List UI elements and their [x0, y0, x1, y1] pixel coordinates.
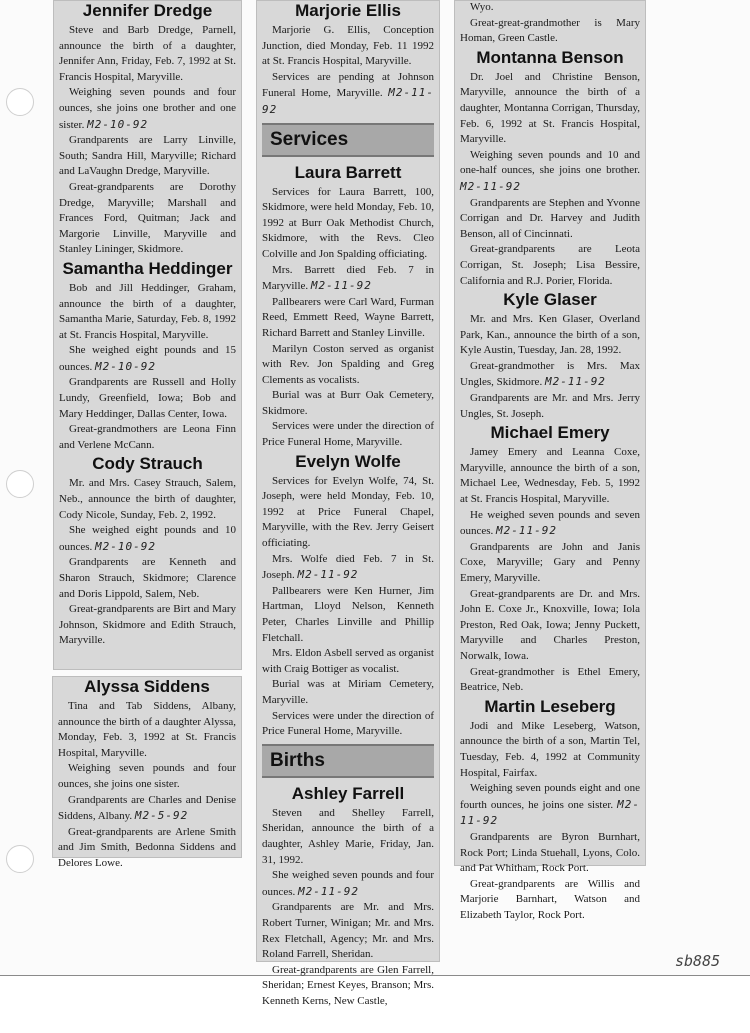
- article-paragraph: Mr. and Mrs. Ken Glaser, Overland Park, Kan., announce the birth of a son, Kyle Austin, Tuesday, Jan. 28, 1992.: [460, 313, 640, 357]
- article-paragraph: Steve and Barb Dredge, Parnell, announce the birth of a daughter, Jennifer Ann, Friday, Feb. 7, 1992 at St. Francis Hospital, Maryville.: [59, 24, 236, 83]
- article-michael-emery: [460, 423, 640, 696]
- article-paragraph: Great-grandparents are Leota Corrigan, St. Joseph; Lisa Bessire, California and R.J. Porier, Florida.: [460, 243, 640, 287]
- article-paragraph: Pallbearers were Carl Ward, Furman Reed, Emmett Reed, Wayne Barrett, Richard Barrett and Stanley Linville.: [262, 295, 434, 339]
- article-kyle-glaser: [460, 290, 640, 422]
- article-paragraph: Grandparents are Kenneth and Sharon Strauch, Skidmore; Clarence and Doris Lippold, Salem, Neb.: [59, 556, 236, 600]
- article-paragraph: Great-grandmothers are Leona Finn and Verlene McCann.: [59, 423, 236, 451]
- article-paragraph: Marjorie G. Ellis, Conception Junction, died Monday, Feb. 11 1992 at St. Francis Hospital, Maryville.: [262, 24, 434, 68]
- article-heading: Alyssa Siddens: [84, 677, 210, 696]
- article-heading: Kyle Glaser: [503, 290, 597, 310]
- article-paragraph: Weighing seven pounds eight and one fourth ounces, he joins one sister. M2-11-92: [460, 782, 641, 828]
- article-paragraph: Mrs. Barrett died Feb. 7 in Maryville. M2-11-92: [262, 263, 434, 293]
- article-samantha-heddinger: [59, 259, 236, 454]
- article-paragraph: Services were under the direction of Price Funeral Home, Maryville.: [262, 709, 434, 738]
- handwritten-date-note: M2-11-92: [460, 179, 521, 193]
- article-heading: Martin Leseberg: [484, 696, 616, 716]
- article-montanna-benson: [460, 48, 640, 289]
- article-paragraph: Grandparents are Charles and Denise Siddens, Albany. M2-5-92: [58, 793, 236, 823]
- section-banner-births: Births: [262, 744, 434, 778]
- handwritten-date-note: M2-11-92: [298, 884, 360, 898]
- article-paragraph: Grandparents are John and Janis Coxe, Maryville; Gary and Penny Emery, Maryville.: [460, 540, 640, 584]
- article-paragraph: Steven and Shelley Farrell, Sheridan, announce the birth of a daughter, Ashley Marie, Friday, Jan. 31, 1992.: [262, 806, 434, 866]
- clipping-column-2: [256, 0, 440, 1007]
- article-paragraph: Tina and Tab Siddens, Albany, announce the birth of a daughter Alyssa, Monday, Feb. 3, 1992 at St. Francis Hospital, Maryville.: [58, 700, 236, 759]
- article-marjorie-ellis: [262, 1, 434, 119]
- article-heading: Evelyn Wolfe: [295, 451, 401, 471]
- article-paragraph: Mrs. Wolfe died Feb. 7 in St. Joseph. M2-11-92: [262, 552, 434, 582]
- article-paragraph: Mr. and Mrs. Casey Strauch, Salem, Neb., announce the birth of daughter, Cody Nicole, Sunday, Feb. 2, 1992.: [59, 477, 236, 521]
- article-paragraph: Services are pending at Johnson Funeral Home, Maryville. M2-11-92: [262, 70, 434, 116]
- handwritten-date-note: M2-11-92: [544, 375, 606, 389]
- article-paragraph: Grandparents are Mr. and Mrs. Jerry Ungles, St. Joseph.: [460, 392, 640, 420]
- section-banner-services: Services: [262, 123, 434, 157]
- article-heading: Samantha Heddinger: [62, 258, 233, 278]
- article-paragraph: Marilyn Coston served as organist with Rev. Jon Spalding and Greg Clements as vocalists.: [262, 342, 434, 386]
- clipping-column-1: [53, 0, 242, 670]
- article-paragraph: Grandparents are Byron Burnhart, Rock Port; Linda Stuehall, Lyons, Colo. and Pat Whitham, Rock Port.: [460, 830, 640, 875]
- article-paragraph: Burial was at Burr Oak Cemetery, Skidmore.: [262, 389, 434, 417]
- handwritten-date-note: M2-11-92: [297, 568, 359, 582]
- article-paragraph: Great-grandparents are Birt and Mary Johnson, Skidmore and Edith Strauch, Maryville.: [59, 603, 236, 647]
- article-continued: [460, 0, 640, 47]
- article-paragraph: Jamey Emery and Leanna Coxe, Maryville, announce the birth of a son, Michael Lee, Wednesday, Feb. 5, 1992 at St. Francis Hospital, Maryville.: [460, 446, 640, 506]
- binder-hole-icon: [6, 470, 34, 498]
- handwritten-date-note: M2-10-92: [95, 539, 157, 553]
- catalog-number: sb885: [675, 952, 721, 970]
- article-heading: Marjorie Ellis: [295, 1, 401, 20]
- clipping-alyssa-siddens: [52, 676, 242, 869]
- article-paragraph: Great-grandparents are Arlene Smith and Jim Smith, Bedonna Siddens and Delores Lowe.: [58, 825, 236, 869]
- clipping-column-3: [454, 0, 646, 921]
- article-paragraph: She weighed seven pounds and four ounces. M2-11-92: [262, 869, 434, 898]
- article-laura-barrett: [262, 163, 434, 451]
- article-heading: Jennifer Dredge: [82, 1, 213, 20]
- article-paragraph: Services for Evelyn Wolfe, 74, St. Joseph, were held Monday, Feb. 10, 1992 at Price Funeral Chapel, Maryville, with the Rev. Jerry Geisert officiating.: [262, 474, 434, 550]
- article-evelyn-wolfe: [262, 452, 434, 740]
- article-alyssa-siddens: [58, 677, 236, 872]
- article-paragraph: Weighing seven pounds and four ounces, she joins one sister.: [58, 762, 236, 790]
- article-paragraph: Grandparents are Mr. and Mrs. Robert Turner, Winigan; Mr. and Mrs. Rex Fletchall, Agency; Mr. and Mrs. Roland Farrell, Sheridan.: [262, 901, 434, 961]
- article-paragraph: Weighing seven pounds and four ounces, she joins one brother and one sister. M2-10-92: [59, 86, 236, 131]
- handwritten-date-note: M2-11-92: [496, 524, 558, 538]
- article-paragraph: Wyo.: [470, 1, 494, 13]
- article-paragraph: Great-grandparents are Dr. and Mrs. John E. Coxe Jr., Knoxville, Iowa; Iola Preston, Red Oak, Iowa; Jenny Puckett, Maryville and Charles Preston, Norwalk, Iowa.: [460, 587, 640, 662]
- handwritten-date-note: M2-11-92: [262, 86, 434, 116]
- article-paragraph: Great-great-grandmother is Mary Homan, Green Castle.: [460, 16, 640, 45]
- article-paragraph: Pallbearers were Ken Hurner, Jim Hartman, Lloyd Nelson, Kenneth Peter, Charles Linville and Phillip Fletchall.: [262, 584, 434, 644]
- article-paragraph: Bob and Jill Heddinger, Graham, announce the birth of a daughter, Samantha Marie, Saturday, Feb. 8, 1992 at St. Francis Hospital, Maryville.: [59, 281, 236, 341]
- article-paragraph: Great-grandparents are Glen Farrell, Sheridan; Ernest Keyes, Branson; Mrs. Kenneth Kerns, New Castle,: [262, 963, 434, 1007]
- article-paragraph: Services for Laura Barrett, 100, Skidmore, were held Monday, Feb. 10, 1992 at Burr Oak Methodist Church, Skidmore, with the Revs. Cleo Colville and Jon Spalding officiating.: [262, 185, 434, 260]
- article-paragraph: He weighed seven pounds and seven ounces. M2-11-92: [460, 508, 640, 538]
- article-paragraph: Jodi and Mike Leseberg, Watson, announce the birth of a son, Martin Tel, Tuesday, Feb. 4, 1992 at Community Hospital, Fairfax.: [460, 719, 640, 779]
- article-heading: Cody Strauch: [92, 454, 203, 474]
- binder-hole-icon: [6, 845, 34, 873]
- article-cody-strauch: [59, 454, 236, 649]
- article-paragraph: Great-grandparents are Willis and Marjorie Barnhart, Watson and Elizabeth Taylor, Rock Port.: [460, 877, 640, 921]
- article-heading: Montanna Benson: [476, 47, 624, 67]
- article-paragraph: Grandparents are Russell and Holly Lundy, Greenfield, Iowa; Bob and Mary Heddinger, Dallas Center, Iowa.: [59, 376, 236, 420]
- article-martin-leseberg: [460, 697, 640, 924]
- handwritten-date-note: M2-11-92: [310, 279, 372, 293]
- article-heading: Ashley Farrell: [291, 783, 405, 803]
- article-paragraph: Burial was at Miriam Cemetery, Maryville.: [262, 678, 434, 706]
- article-paragraph: Dr. Joel and Christine Benson, Maryville, announce the birth of a daughter, Montanna Corrigan, Thursday, Feb. 6, 1992 at St. Francis Hospital, Maryville.: [460, 70, 640, 146]
- article-paragraph: She weighed eight pounds and 15 ounces. M2-10-92: [59, 344, 236, 373]
- article-paragraph: Grandparents are Larry Linville, South; Sandra Hill, Maryville; Richard and LaVaughn Dredge, Maryville.: [59, 134, 236, 178]
- article-heading: Michael Emery: [490, 423, 610, 443]
- handwritten-date-note: M2-11-92: [460, 797, 641, 828]
- article-paragraph: She weighed eight pounds and 10 ounces. M2-10-92: [59, 524, 236, 553]
- article-ashley-farrell: [262, 784, 434, 1010]
- article-heading: Laura Barrett: [294, 162, 402, 182]
- article-paragraph: Great-grandmother is Ethel Emery, Beatrice, Neb.: [460, 665, 640, 694]
- handwritten-date-note: M2-10-92: [87, 117, 149, 131]
- handwritten-date-note: M2-10-92: [95, 359, 157, 373]
- article-jennifer-dredge: [59, 1, 236, 258]
- article-paragraph: Weighing seven pounds and 10 and one-half ounces, she joins one brother. M2-11-92: [460, 148, 640, 193]
- article-paragraph: Great-grandmother is Mrs. Max Ungles, Skidmore. M2-11-92: [460, 359, 640, 389]
- article-paragraph: Grandparents are Stephen and Yvonne Corrigan and Dr. Harvey and Judith Benson, all of Cincinnati.: [460, 196, 640, 240]
- article-paragraph: Mrs. Eldon Asbell served as organist with Craig Bottiger as vocalist.: [262, 647, 434, 675]
- handwritten-date-note: M2-5-92: [134, 809, 189, 823]
- article-paragraph: Great-grandparents are Dorothy Dredge, Maryville; Marshall and Frances Ford, Quitman; Jack and Margorie Linville, Maryville and Stanley Lininger, Skidmore.: [59, 180, 236, 256]
- article-paragraph: Services were under the direction of Price Funeral Home, Maryville.: [262, 420, 434, 449]
- binder-hole-icon: [6, 88, 34, 116]
